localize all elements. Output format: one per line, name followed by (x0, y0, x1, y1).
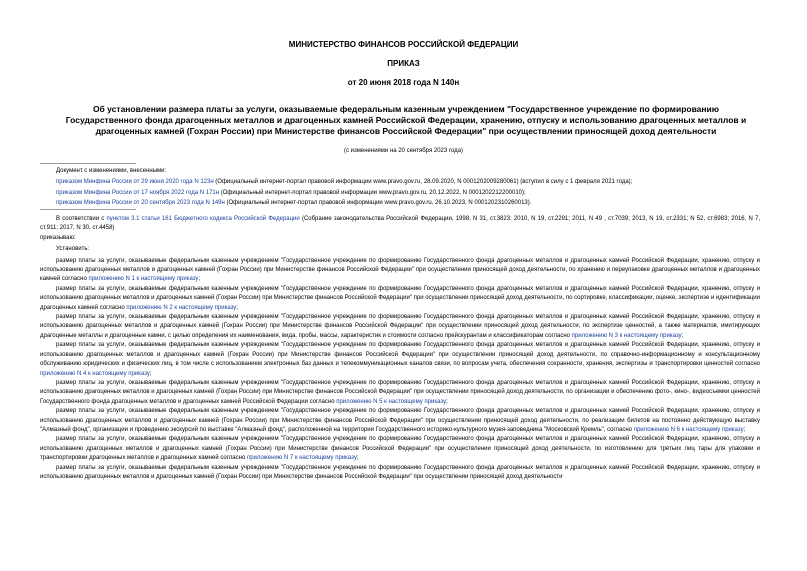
appendix-link[interactable]: приложению N 1 к настоящему приказу (88, 276, 199, 283)
list-item (40, 313, 760, 341)
list-item (40, 379, 760, 407)
amendments-intro: Документ с изменениями, внесенными: (56, 168, 167, 174)
list-item (40, 464, 760, 483)
document-body (40, 215, 760, 482)
appendix-link[interactable]: приложению N 4 к настоящему приказу (40, 370, 150, 377)
amendment-item (56, 198, 756, 209)
budget-code-link[interactable]: пунктом 3.1 статьи 161 Бюджетного кодекса Российской Федерации (106, 216, 300, 222)
amendment-link[interactable]: приказом Минфина России от 20 сентября 2023 года N 149н (56, 200, 225, 207)
preamble-paragraph (40, 215, 760, 234)
ministry-heading: МИНИСТЕРСТВО ФИНАНСОВ РОССИЙСКОЙ ФЕДЕРАЦИИ (288, 40, 519, 49)
appendix-link[interactable]: приложению N 3 к настоящему приказу (571, 332, 682, 339)
item-end: ; (681, 332, 684, 339)
item-text: размер платы за услуги, оказываемые федеральным казенным учреждением "Государственное учреждение по формированию Государственного фонда драгоценных металлов и драгоценных камней Российской Федерации, хранению, отпуску и использованию драгоценных металлов и драгоценных камней (Гохран России) при Министерстве финансов Российской Федерации" при осуществлении приносящей доход деятельности, по справочно-информационному и консультационному обслуживанию юридических и физических лиц, в том числе с использованием электронных баз данных и телекоммуникационных каналов связи, по вопросам учета, обеспечения сохранности, хранения, экспертизы и транспортировки ценностей согласно (40, 342, 760, 368)
amendment-text: (Официальный интернет-портал правовой информации www.pravo.gov.ru, 20.12.2022, N 0001202212200010); (219, 189, 526, 196)
list-item (40, 257, 760, 285)
amendment-item (56, 177, 756, 188)
item-end: ; (236, 304, 238, 311)
item-text: размер платы за услуги, оказываемые федеральным казенным учреждением "Государственное учреждение по формированию Государственного фонда драгоценных металлов и драгоценных камней Российской Федерации, хранению, отпуску и использованию драгоценных металлов и драгоценных камней (Гохран России) при Министерстве финансов Российской Федерации" при осуществлении приносящей доход деятельности, по организации и обеспечению фото-, кино-, видеосъемки ценностей Государственного фонда драгоценных металлов и драгоценных камней Российской Федерации согласно (40, 379, 760, 405)
item-text: размер платы за услуги, оказываемые федеральным казенным учреждением "Государственное учреждение по формированию Государственного фонда драгоценных металлов и драгоценных камней Российской Федерации, хранению, отпуску и использованию драгоценных металлов и драгоценных камней (Гохран России) при Министерстве финансов Российской Федерации" при осуществлении приносящей доход деятельности, по реализации билетов на постоянно действующую выставку "Алмазный фонд", организации и проведению экскурсий по выставке "Алмазный фонд", расположенной на территории Государственного историко-культурного музея-заповедника "Московский Кремль", согласно (40, 408, 760, 433)
amendment-link[interactable]: приказом Минфина России от 29 июня 2020 года N 123н (56, 178, 214, 185)
preamble-text: (Собрание законодательства Российской Федерации, 1998, N 31, ст.3823; 2010, N 19, ст.2291; 2011, N 49 , ст.7039; 2013, N 19, ст.2331; N 52, ст.6983; 2016, N 7, ст.911; 2017, N 30, ст.4458) (40, 216, 760, 232)
doc-type-heading: ПРИКАЗ (387, 59, 420, 68)
list-item (40, 407, 760, 435)
item-text: размер платы за услуги, оказываемые федеральным казенным учреждением "Государственное учреждение по формированию Государственного фонда драгоценных металлов и драгоценных камней Российской Федерации, хранению, отпуску и использованию драгоценных металлов и драгоценных камней (Гохран России) при Министерстве финансов Российской Федерации" при осуществлении приносящей доход деятельности, по хранению и переупаковке драгоценных металлов и драгоценных камней согласно (40, 257, 760, 283)
appendix-link[interactable]: приложению N 6 к настоящему приказу (633, 426, 744, 433)
item-end: ; (198, 276, 201, 283)
amendment-link[interactable]: приказом Минфина России от 17 ноября 2022 года N 171н (56, 189, 220, 196)
divider-top (40, 163, 136, 164)
item-end: ; (149, 370, 152, 377)
list-item (40, 435, 760, 463)
order-word: приказываю: (40, 234, 76, 241)
amendment-text: (Официальный интернет-портал правовой информации www.pravo.gov.ru, 26.10.2023, N 0001202310260013). (224, 200, 532, 207)
amendment-text: (Официальный интернет-портал правовой информации www.pravo.gov.ru, 28.09.2020, N 0001202009280061) (вступил в силу с 1 февраля 2021 года); (213, 178, 633, 185)
date-number-heading: от 20 июня 2018 года N 140н (347, 78, 460, 87)
appendix-link[interactable]: приложению N 2 к настоящему приказу (126, 304, 237, 311)
amendments-block (56, 166, 756, 209)
list-item (40, 285, 760, 313)
item-end: ; (356, 455, 359, 462)
appendix-link[interactable]: приложению N 5 к настоящему приказу (336, 398, 447, 405)
item-text: размер платы за услуги, оказываемые федеральным казенным учреждением "Государственное учреждение по формированию Государственного фонда драгоценных металлов и драгоценных камней Российской Федерации, хранению, отпуску и использованию драгоценных металлов и драгоценных камней (Гохран России) при Министерстве финансов Российской Федерации" при осуществлении приносящей доход деятельности, по сортировке, классификации, оценке, экспертизе и идентификации драгоценных камней согласно (40, 285, 760, 311)
appendix-link[interactable]: приложению N 7 к настоящему приказу (246, 455, 357, 462)
amendment-note: (с изменениями на 20 сентября 2023 года) (344, 148, 463, 154)
item-text: размер платы за услуги, оказываемые федеральным казенным учреждением "Государственное учреждение по формированию Государственного фонда драгоценных металлов и драгоценных камней Российской Федерации, хранению, отпуску и использованию драгоценных металлов и драгоценных камней (Гохран России) при Министерстве финансов Российской Федерации" при осуществлении приносящей доход деятельности, по изготовлению для третьих лиц тары для упаковки и транспортировки драгоценных металлов и драгоценных камней согласно (40, 436, 760, 462)
amendment-item (56, 188, 756, 199)
document-title: Об установлении размера платы за услуги, оказываемые федеральным казенным учреждением "Государственное учреждение по формированию Государственного фонда драгоценных металлов и драгоценных камней Российской Федерации, хранению, отпуску и использованию драгоценных металлов и драгоценных камней (Гохран России) при Министерстве финансов Российской Федерации" при осуществлении приносящей доход деятельности (65, 104, 747, 136)
item-text: размер платы за услуги, оказываемые федеральным казенным учреждением "Государственное учреждение по формированию Государственного фонда драгоценных металлов и драгоценных камней Российской Федерации, хранению, отпуску и использованию драгоценных металлов и драгоценных камней (Гохран России) при Министерстве финансов Российской Федерации" при осуществлении приносящей доход деятельности (40, 464, 760, 480)
establish-heading: Установить: (56, 246, 90, 253)
list-item (40, 341, 760, 379)
divider-bottom (40, 209, 136, 210)
item-end: ; (743, 426, 746, 433)
item-text: размер платы за услуги, оказываемые федеральным казенным учреждением "Государственное учреждение по формированию Государственного фонда драгоценных металлов и драгоценных камней Российской Федерации, хранению, отпуску и использованию драгоценных металлов и драгоценных камней (Гохран России) при Министерстве финансов Российской Федерации" при осуществлении приносящей доход деятельности, по экспертизе ценностей, а также материалов, имитирующих драгоценные металлы и драгоценные камни, с целью определения их наименования, вида, пробы, массы, характеристик и стоимости согласно прейскурантам и классификаторам согласно (40, 314, 760, 339)
preamble-text: В соответствии с (56, 216, 107, 222)
item-end: ; (446, 398, 448, 405)
